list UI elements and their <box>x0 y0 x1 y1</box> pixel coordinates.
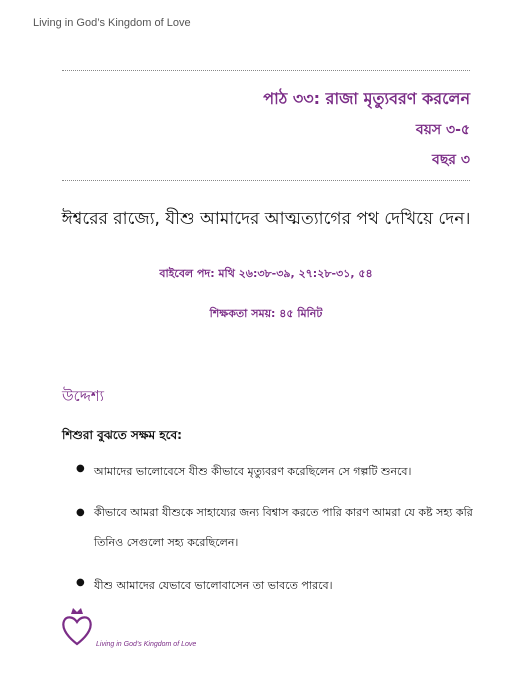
list-item <box>76 505 476 558</box>
bible-reference: বাইবেল পদ: মথি ২৬:৩৮-৩৯, ২৭:২৮-৩১, ৫৪ <box>159 267 373 280</box>
age-range: বয়স ৩-৫ <box>415 122 470 138</box>
footer-brand-text: Living in God’s Kingdom of Love <box>96 641 197 648</box>
lesson-theme: ঈশ্বরের রাজ্যে, যীশু আমাদের আত্মত্যাগের পথ দেখিয়ে দেন। <box>61 209 471 229</box>
top-divider <box>62 70 470 71</box>
list-item-text: যীশু আমাদের যেভাবে ভালোবাসেন তা ভাবতে পারবে। <box>94 579 333 592</box>
bullet-icon: ● <box>76 507 85 518</box>
list-item <box>76 463 411 482</box>
lesson-title: পাঠ ৩৩: রাজা মৃত্যুবরণ করলেন <box>263 89 470 108</box>
objectives-heading: উদ্দেশ্য <box>62 387 105 405</box>
bottom-divider <box>62 180 470 181</box>
list-item-text: আমাদের ভালোবেসে যীশু কীভাবে মৃত্যুবরণ করেছিলেন সে গল্পটি শুনবে। <box>94 465 412 478</box>
bullet-icon: ● <box>76 577 85 588</box>
teaching-time: শিক্ষকতা সময়: ৪৫ মিনিট <box>209 307 323 320</box>
list-item <box>76 577 333 596</box>
objectives-subheading: শিশুরা বুঝতে সক্ষম হবে: <box>62 428 182 442</box>
crowned-heart-icon <box>60 606 94 648</box>
running-header: Living in God’s Kingdom of Love <box>33 17 191 29</box>
bullet-icon: ● <box>76 463 85 474</box>
curriculum-year: বছর ৩ <box>432 152 470 168</box>
list-item-text: কীভাবে আমরা যীশুকে সাহায্যের জন্য বিশ্বাস করতে পারি কারণ আমরা যে কষ্ট সহ্য করি তিনিও সেগুলো সহ্য করেছিলেন। <box>94 506 473 549</box>
